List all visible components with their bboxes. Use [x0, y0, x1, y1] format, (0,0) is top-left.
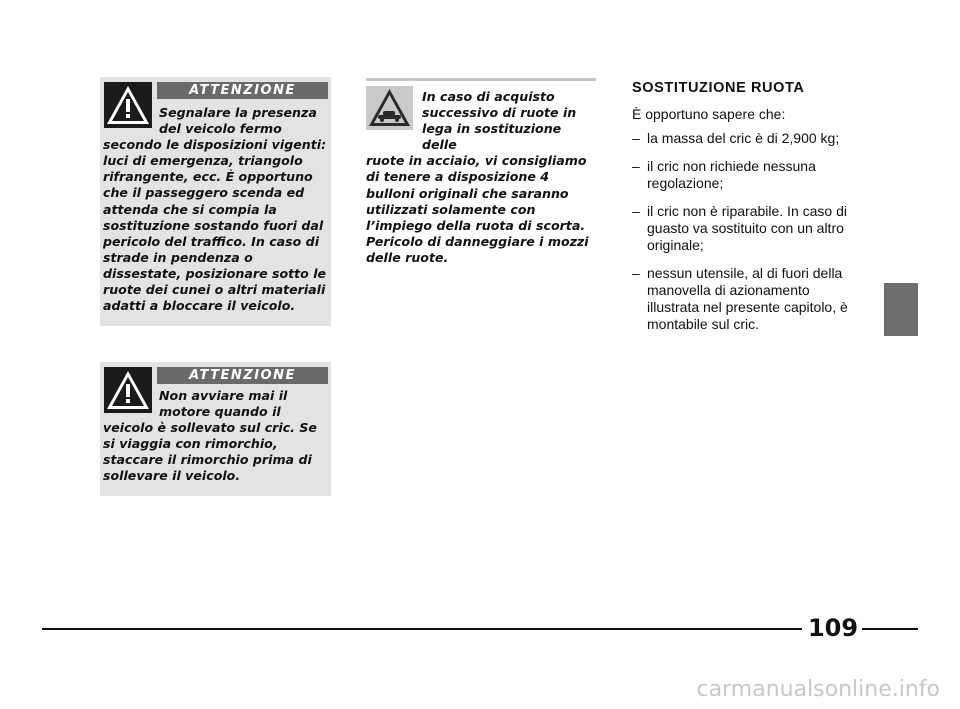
warning-text-indented: Non avviare mai il motore quando il	[159, 388, 288, 420]
note-top-rule	[366, 78, 596, 81]
note-text-rest: ruote in acciaio, vi consigliamo di tenere a disposizione 4 bulloni originali che saranno utilizzati solamente con l’impiego della ruota di scorta. Pericolo di danneggiare i mozzi delle ruote.	[366, 153, 589, 265]
warning-text-indented: Segnalare la presenza del veicolo fermo	[159, 105, 317, 137]
warning-text-rest: veicolo è sollevato sul cric. Se si viaggia con rimorchio, staccare il rimorchio prima di sollevare il veicolo.	[103, 420, 317, 484]
warning-text	[103, 388, 327, 485]
note-text-indented: In caso di acquisto successivo di ruote in lega in sostituzione delle	[422, 89, 577, 153]
chapter-tab	[884, 283, 918, 336]
bullet-dash: –	[632, 130, 640, 146]
bullet-list	[632, 130, 862, 344]
watermark: carmanualsonline.info	[696, 677, 940, 702]
list-item-text: nessun utensile, al di fuori della manovella di azionamento illustrata nel presente capitolo, è montabile sul cric.	[647, 265, 848, 332]
list-item	[632, 158, 862, 192]
warning-box-1	[100, 77, 331, 326]
bullet-dash: –	[632, 265, 640, 281]
list-item-text: la massa del cric è di 2,900 kg;	[647, 130, 840, 146]
attention-header: ATTENZIONE	[157, 82, 328, 99]
footer-rule-left	[42, 628, 802, 630]
bullet-dash: –	[632, 203, 640, 219]
section-intro: È opportuno sapere che:	[632, 106, 786, 122]
list-item	[632, 130, 862, 147]
warning-box-2	[100, 362, 331, 496]
footer-rule-right	[862, 628, 918, 630]
attention-header: ATTENZIONE	[157, 367, 328, 384]
list-item	[632, 203, 862, 254]
note-text	[366, 89, 598, 266]
list-item-text: il cric non richiede nessuna regolazione;	[647, 158, 816, 191]
list-item	[632, 265, 862, 333]
page-number: 109	[807, 614, 859, 642]
list-item-text: il cric non è riparabile. In caso di guasto va sostituito con un altro originale;	[647, 203, 847, 253]
warning-text-rest: secondo le disposizioni vigenti: luci di emergenza, triangolo rifrangente, ecc. È opportuno che il passeggero scenda ed attenda che si compia la sostituzione sostando fuori dal pericolo del traffico. In caso di strade in pendenza o dissestate, posizionare sotto le ruote dei cunei o altri materiali adatti a bloccare il veicolo.	[103, 137, 327, 314]
bullet-dash: –	[632, 158, 640, 174]
section-title: SOSTITUZIONE RUOTA	[632, 80, 805, 96]
warning-text	[103, 105, 327, 314]
